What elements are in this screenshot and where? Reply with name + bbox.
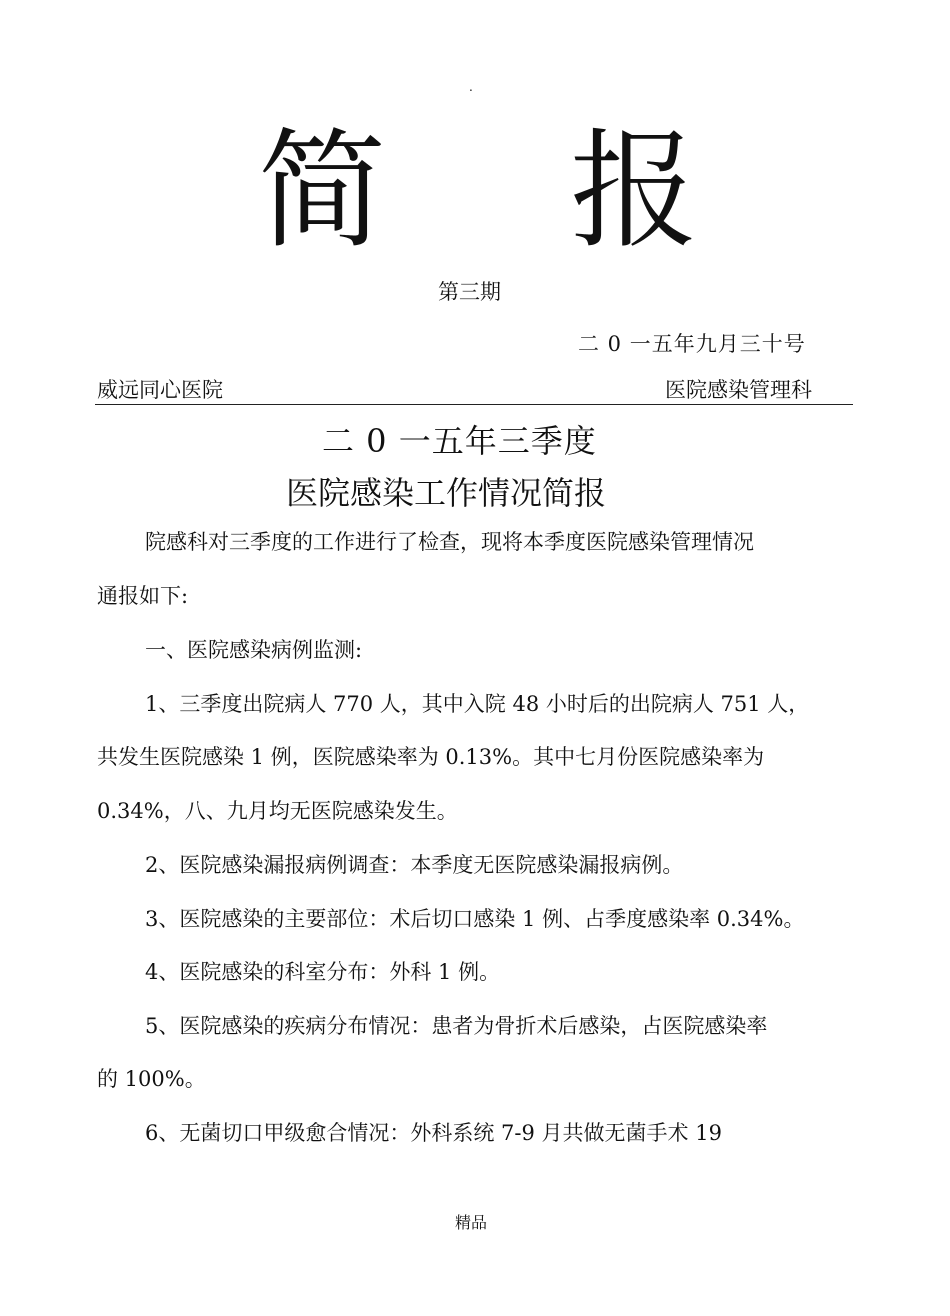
item-1-line-2: 共发生医院感染 1 例，医院感染率为 0.13%。其中七月份医院感染率为 bbox=[97, 745, 765, 769]
header-dot: . bbox=[469, 80, 473, 94]
issue-number: 第三期 bbox=[438, 280, 501, 304]
section-heading-1: 一、医院感染病例监测: bbox=[145, 638, 363, 662]
item-5-line-1: 5、医院感染的疾病分布情况：患者为骨折术后感染，占医院感染率 bbox=[145, 1014, 768, 1038]
intro-paragraph-line-2: 通报如下: bbox=[97, 584, 189, 608]
item-2: 2、医院感染漏报病例调查：本季度无医院感染漏报病例。 bbox=[145, 853, 684, 877]
item-6: 6、无菌切口甲级愈合情况：外科系统 7-9 月共做无菌手术 19 bbox=[145, 1121, 722, 1145]
hospital-name: 威远同心医院 bbox=[97, 378, 223, 402]
title-char-bao: 报 bbox=[570, 117, 699, 266]
headline-line-2: 医院感染工作情况简报 bbox=[286, 474, 607, 512]
item-1-line-1: 1、三季度出院病人 770 人，其中入院 48 小时后的出院病人 751 人， bbox=[145, 692, 810, 716]
title-char-jian: 简 bbox=[258, 117, 387, 266]
department-name: 医院感染管理科 bbox=[665, 378, 812, 402]
page-footer: 精品 bbox=[455, 1213, 488, 1232]
item-3: 3、医院感染的主要部位：术后切口感染 1 例、占季度感染率 0.34%。 bbox=[145, 907, 805, 931]
item-4: 4、医院感染的科室分布：外科 1 例。 bbox=[145, 960, 501, 984]
publish-date: 二 0 一五年九月三十号 bbox=[578, 332, 806, 356]
header-divider bbox=[95, 404, 853, 405]
intro-paragraph-line-1: 院感科对三季度的工作进行了检查，现将本季度医院感染管理情况 bbox=[145, 530, 754, 554]
item-5-line-2: 的 100%。 bbox=[97, 1067, 206, 1091]
headline-line-1: 二 0 一五年三季度 bbox=[322, 422, 597, 460]
item-1-line-3: 0.34%，八、九月均无医院感染发生。 bbox=[97, 799, 458, 823]
